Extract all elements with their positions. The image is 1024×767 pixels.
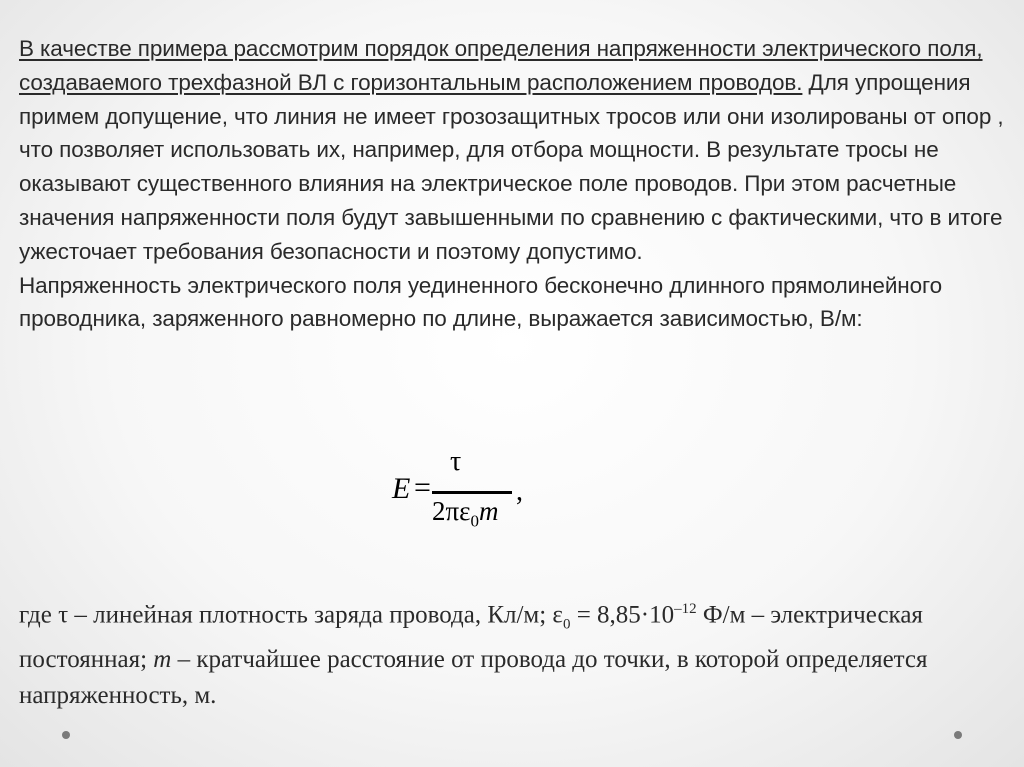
formula-lhs: E	[392, 472, 411, 505]
denominator-main: 2πε	[432, 496, 471, 526]
intro-underlined: В качестве примера рассмотрим порядок определения напряженности электрического поля, создаваемого трехфазной ВЛ с горизонтальным расположением проводов.	[19, 36, 983, 95]
legend-part1: где τ – линейная плотность заряда провода, Кл/м; ε	[19, 601, 563, 629]
formula-denominator	[432, 496, 498, 531]
left-bullet-dot	[62, 731, 70, 739]
field-strength-formula	[392, 446, 532, 536]
formula-numerator: τ	[450, 446, 462, 477]
legend-m: m	[153, 646, 172, 674]
legend-part2: = 8,85·10	[570, 601, 675, 629]
body-text	[19, 32, 1009, 336]
right-bullet-dot	[954, 731, 962, 739]
formula-equals: =	[414, 471, 431, 504]
legend-exponent: –12	[674, 601, 697, 617]
denominator-tail: m	[478, 496, 499, 526]
legend-part3: Ф/м – электрическая постоянная;	[19, 601, 923, 674]
legend-eps-sub: 0	[562, 616, 571, 633]
paragraph-field-strength: Напряженность электрического поля уединенного бесконечно длинного прямолинейного проводника, заряженного равномерно по длине, выражается зависимостью, В/м:	[19, 272, 943, 332]
formula-legend	[19, 591, 1009, 714]
legend-part4: – кратчайшее расстояние от провода до точки, в которой определяется напряженность, м.	[19, 646, 928, 710]
intro-rest: Для упрощения примем допущение, что линия не имеет грозозащитных тросов или они изолированы от опор , что позволяет использовать их, например, для отбора мощности. В результате тросы не оказывают существенного влияния на электрическое поле проводов. При этом расчетные значения напряженности поля будут завышенными по сравнению с фактическими, что в итоге ужесточает требования безопасности и поэтому допустимо.	[19, 69, 1004, 264]
fraction-bar	[432, 491, 512, 494]
denominator-sub: 0	[470, 511, 479, 531]
paragraph-intro	[19, 32, 1009, 269]
formula-comma: ,	[516, 476, 523, 507]
